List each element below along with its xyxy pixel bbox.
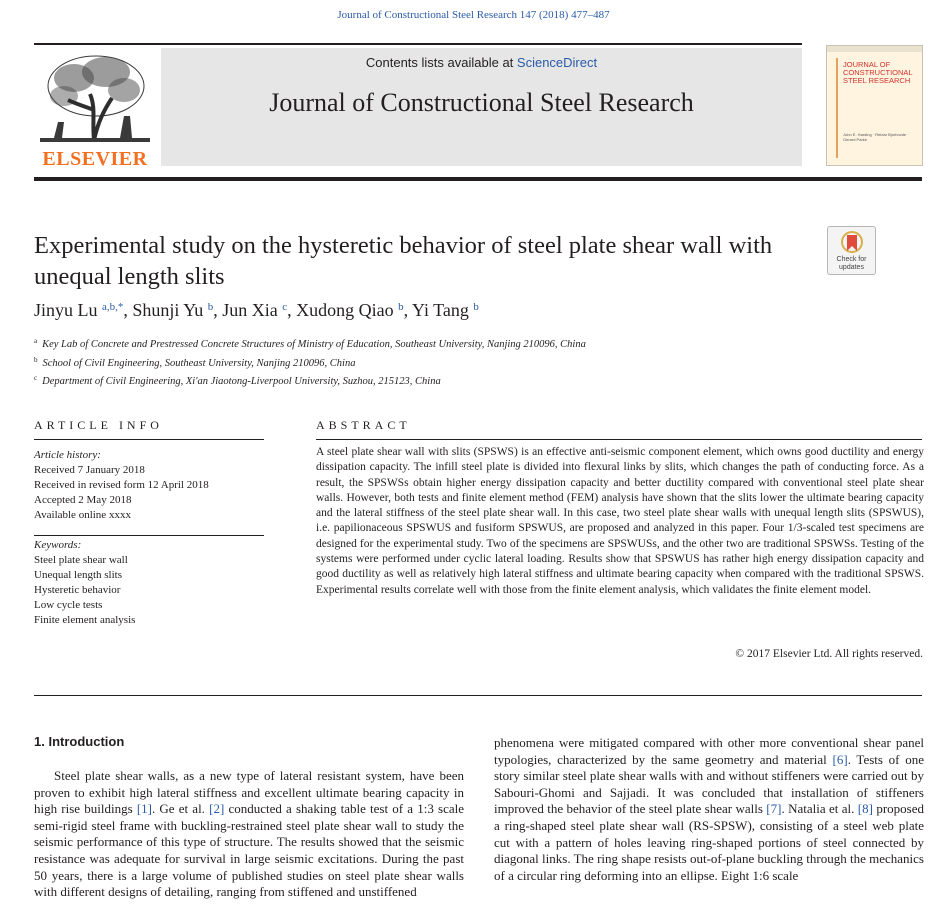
check-for-updates-badge[interactable]: [827, 226, 876, 275]
article-info-rule: [34, 439, 264, 440]
keywords: [34, 538, 264, 628]
citation-link[interactable]: [7]: [766, 801, 782, 817]
affiliation-key: c: [34, 374, 38, 382]
article-info-heading: ARTICLE INFO: [34, 418, 163, 432]
keyword-item: Unequal length slits: [34, 569, 122, 581]
author-separator: ,: [213, 300, 223, 320]
affiliation-key: a: [34, 337, 38, 345]
body-text: phenomena were mitigated compared with other more conventional shear panel typologies, characterized by the same geometry and material: [494, 735, 924, 767]
cover-top-strip: [827, 46, 922, 52]
cover-editors: John E. Harding · Reidar Bjorhovde · Gerard Parke: [843, 132, 909, 142]
article-title: Experimental study on the hysteretic behavior of steel plate shear wall with unequal length slits: [34, 232, 773, 290]
author-affiliation-marker[interactable]: c: [282, 301, 288, 313]
author-affiliation-marker[interactable]: b: [473, 301, 479, 313]
abstract-text: A steel plate shear wall with slits (SPSWS) is an effective anti-seismic component element, which owns good ductility and energy dissipation capacity. The infill steel plate is divided into flexural links by slits, which changes the path of conducting force. As a result, the SPSWSs obtain higher energy dissipation capacity and better ductility compared with conventional steel plate shear walls. However, both tests and finite element method (FEM) analysis have shown that the slits lower the ultimate bearing capacity and the lateral stiffness of the steel plate shear wall. In this case, two steel plate shear walls with unequal length slits (SPSWUS), i.e. papilionaceous SPSWUS and fusiform SPSWUS, are proposed and analyzed in this paper. Four 1/3-scaled test specimens are designed for the experimental study. Two of the specimens are SPSWUSs, and the other two are traditional SPSWSs. Testing of the systems were performed under cyclic lateral loading. Results show that SPSWUS has rather high energy dissipation capacity and good ductility as well as relatively high lateral stiffness and ultimate bearing capacity when compared with the traditional SPSWS. Experimental results correlate well with those from the finite element analysis, which validates the finite element model.: [316, 446, 924, 596]
body-text: Steel plate shear walls, as a new type of lateral resistant system, have been proven to exhibit high lateral stiffness and excellent ultimate bearing capacity in high rise buildings: [34, 768, 464, 817]
author-name[interactable]: Xudong Qiao: [296, 300, 394, 320]
author-separator: ,: [403, 300, 412, 320]
history-received: Received 7 January 2018: [34, 464, 145, 476]
author-affiliation-marker[interactable]: a,b,*: [102, 301, 124, 313]
keyword-item: Steel plate shear wall: [34, 554, 128, 566]
keyword-item: Finite element analysis: [34, 614, 136, 626]
article-history-label: Article history:: [34, 449, 101, 461]
elsevier-wordmark[interactable]: ELSEVIER: [42, 148, 148, 170]
keyword-item: Low cycle tests: [34, 599, 103, 611]
journal-header-band: [161, 48, 802, 166]
history-revised: Received in revised form 12 April 2018: [34, 479, 209, 491]
body-text: . Natalia et al.: [781, 801, 858, 817]
affiliation-item: [34, 353, 586, 372]
article-info-separator: [34, 535, 264, 536]
body-text: . Tests of one story similar steel plate shear walls with and without stiffeners were carried out by Sabouri-Ghomi and Sajjadi. It was concluded that installation of stiffeners improved the behavior of the steel plate shear walls: [494, 751, 924, 817]
sciencedirect-link[interactable]: ScienceDirect: [516, 55, 598, 70]
author-name[interactable]: Yi Tang: [412, 300, 469, 320]
keyword-item: Hysteretic behavior: [34, 584, 121, 596]
header-bottom-rule: [34, 177, 922, 181]
section-heading-introduction: 1. Introduction: [34, 734, 125, 749]
affiliation-item: [34, 334, 586, 353]
author-list: [34, 300, 479, 321]
citation-link[interactable]: [2]: [209, 801, 225, 817]
author-name[interactable]: Jinyu Lu: [34, 300, 98, 320]
body-separator-rule: [34, 695, 922, 696]
abstract-heading: ABSTRACT: [316, 418, 411, 432]
author-affiliation-marker[interactable]: b: [398, 301, 404, 313]
body-text: conducted a shaking table test of a 1:3 scale semi-rigid steel frame with buckling-restrained steel plate shear wall to study the seismic performance of this type of structure. The results showed that the seismic resistance was adequate for survival in large seismic excitations. During the past 50 years, there is a large volume of published studies on steel plate shear walls with different designs of detailing, ranging from stiffened and unstiffened: [34, 801, 464, 900]
history-online: Available online xxxx: [34, 509, 131, 521]
author-separator: ,: [287, 300, 297, 320]
history-accepted: Accepted 2 May 2018: [34, 494, 132, 506]
author-name[interactable]: Jun Xia: [222, 300, 278, 320]
body-text: . Ge et al.: [151, 801, 210, 817]
contents-prefix: Contents lists available at: [365, 55, 517, 70]
affiliation-text: Department of Civil Engineering, Xi'an Jiaotong-Liverpool University, Suzhou, 215123, China: [42, 376, 441, 387]
affiliation-key: b: [34, 355, 38, 364]
abstract-rule: [316, 439, 922, 440]
header-top-rule: [34, 43, 802, 45]
bookmark-ribbon-icon: [841, 231, 863, 255]
body-column-left: [34, 768, 464, 901]
copyright-notice: © 2017 Elsevier Ltd. All rights reserved.: [735, 648, 923, 660]
citation-link[interactable]: [1]: [136, 801, 152, 817]
affiliation-item: [34, 371, 586, 390]
cover-title: JOURNAL OF CONSTRUCTIONAL STEEL RESEARCH: [843, 60, 913, 85]
author-separator: ,: [123, 300, 133, 320]
affiliation-list: [34, 334, 586, 390]
author-name[interactable]: Shunji Yu: [132, 300, 204, 320]
journal-title[interactable]: Journal of Constructional Steel Research: [269, 88, 694, 117]
affiliation-text: School of Civil Engineering, Southeast University, Nanjing 210096, China: [42, 357, 356, 369]
keywords-label: Keywords:: [34, 539, 82, 551]
citation-link[interactable]: [8]: [857, 801, 873, 817]
affiliation-text: Key Lab of Concrete and Prestressed Concrete Structures of Ministry of Education, Southeast University, Nanjing 210096, China: [42, 339, 586, 350]
journal-citation[interactable]: Journal of Constructional Steel Research 147 (2018) 477–487: [337, 9, 610, 21]
citation-link[interactable]: [6]: [832, 751, 848, 767]
check-for-updates-label: Check for updates: [836, 256, 867, 271]
cover-side-bar: [836, 58, 838, 158]
body-text: proposed a ring-shaped steel plate shear wall (RS-SPSW), consisting of a steel web plate cut with a pattern of holes leaving ring-shaped portions of steel connected by diagonal links. The ring shape resists out-of-plane buckling through the mechanics of a circular ring deforming into an ellipse. Eight 1:6 scale: [494, 801, 924, 883]
article-history: [34, 448, 264, 523]
author-affiliation-marker[interactable]: b: [207, 301, 214, 313]
journal-cover-thumbnail[interactable]: [826, 45, 923, 166]
body-column-right: [494, 735, 924, 884]
contents-line: [161, 55, 802, 70]
